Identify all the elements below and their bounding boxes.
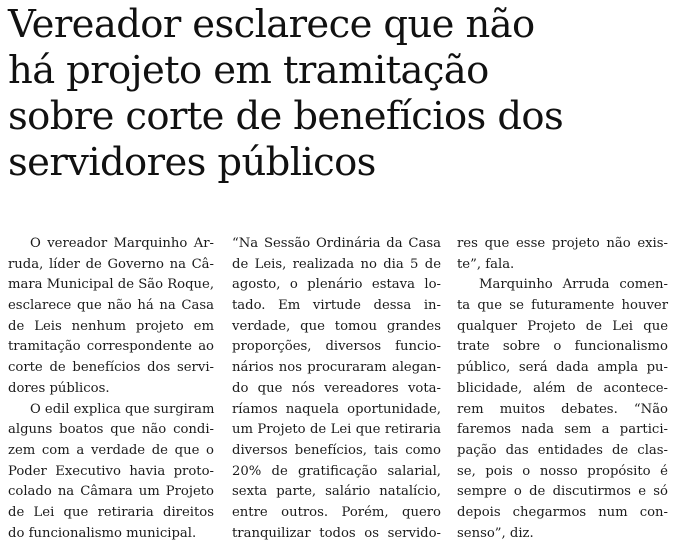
body-text-line: sexta parte, salário natalício, — [232, 484, 441, 500]
body-text-line: O vereador Marquinho Ar- — [30, 236, 214, 251]
body-text-line: verdade, que tomou grandes — [232, 318, 441, 334]
body-text-line: se, pois o nosso propósito é — [457, 463, 668, 479]
body-text-line: agosto, o plenário estava lo- — [232, 277, 441, 293]
body-text-line: blicidade, além de acontece- — [457, 380, 668, 396]
body-text-line: ruda, líder de Governo na Câ- — [8, 256, 214, 272]
body-text-line: “Na Sessão Ordinária da Casa — [232, 236, 441, 251]
body-text-line: entre outros. Porém, quero — [232, 504, 441, 520]
body-text-line: sempre o de discutirmos e só — [457, 484, 668, 500]
body-text-line: ríamos naquela oportunidade, — [232, 401, 441, 417]
body-column-3 — [457, 234, 668, 544]
body-text-line: nários nos procuraram alegan- — [232, 360, 441, 376]
body-text-line: qualquer Projeto de Lei que — [457, 318, 668, 334]
body-text-line: zem com a verdade de que o — [8, 442, 214, 458]
body-text-line: de Lei que retiraria direitos — [8, 504, 214, 520]
body-text-line: tramitação correspondente ao — [8, 339, 214, 355]
body-text-line: tranquilizar todos os servido- — [232, 525, 441, 541]
body-text-line: ta que se futuramente houver — [457, 298, 668, 314]
body-text-line: mara Municipal de São Roque, — [8, 277, 215, 293]
body-text-line: O edil explica que surgiram — [30, 401, 215, 417]
body-column-2 — [232, 234, 441, 544]
body-text-line: tado. Em virtude dessa in- — [232, 298, 441, 314]
body-text-line: pação das entidades de clas- — [457, 442, 668, 458]
body-text-line: de Leis nenhum projeto em — [8, 318, 214, 334]
body-text-line: de Leis, realizada no dia 5 de — [232, 256, 441, 272]
body-text-line: um Projeto de Lei que retiraria — [232, 422, 441, 438]
body-text-line: alguns boatos que não condi- — [8, 422, 214, 438]
body-text-line: depois chegarmos num con- — [457, 504, 668, 520]
headline-line: sobre corte de benefícios dos — [8, 94, 564, 139]
headline-line: Vereador esclarece que não — [8, 2, 535, 47]
body-text-line: Poder Executivo havia proto- — [8, 463, 214, 479]
body-text-line: do que nós vereadores vota- — [232, 380, 441, 396]
body-text-line: do funcionalismo municipal. — [8, 525, 197, 541]
body-text-line: rem muitos debates. “Não — [457, 401, 668, 417]
body-text-line: te”, fala. — [457, 256, 515, 272]
body-text-line: 20% de gratificação salarial, — [232, 463, 441, 479]
article-headline — [8, 2, 668, 186]
body-text-line: faremos nada sem a partici- — [457, 422, 668, 438]
body-text-line: esclarece que não há na Casa — [8, 298, 214, 314]
body-text-line: proporções, diversos funcio- — [232, 339, 441, 355]
body-text-line: trate sobre o funcionalismo — [457, 339, 668, 355]
headline-line: servidores públicos — [8, 140, 376, 185]
body-text-line: público, será dada ampla pu- — [457, 360, 668, 376]
body-text-line: Marquinho Arruda comen- — [479, 277, 668, 293]
body-text-line: corte de benefícios dos servi- — [8, 360, 214, 376]
body-text-line: res que esse projeto não exis- — [457, 236, 668, 251]
body-text-line: diversos benefícios, tais como — [232, 442, 441, 458]
body-column-1 — [8, 234, 214, 544]
headline-line: há projeto em tramitação — [8, 48, 489, 93]
body-text-line: colado na Câmara um Projeto — [8, 484, 214, 500]
body-text-line: dores públicos. — [8, 380, 110, 396]
body-text-line: senso”, diz. — [457, 525, 534, 541]
